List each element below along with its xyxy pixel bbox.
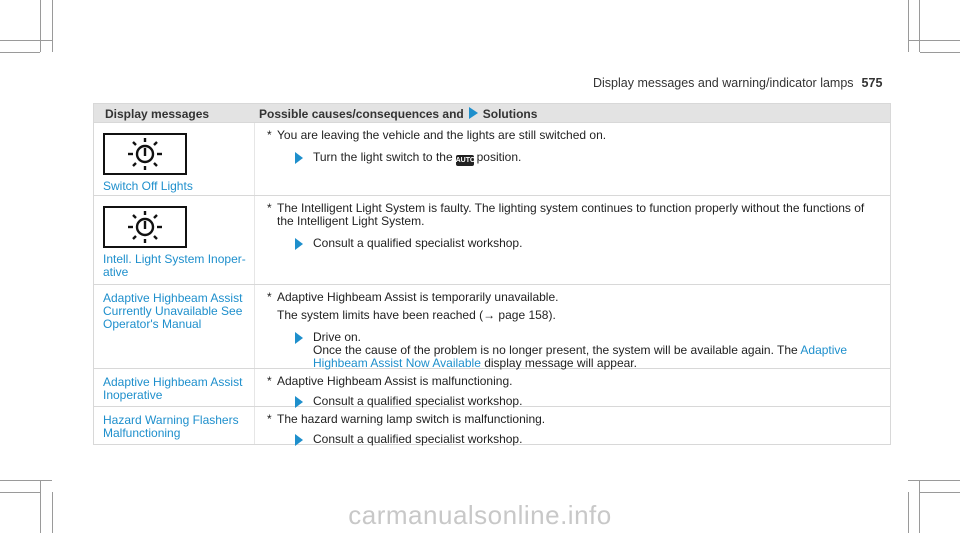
message-label: Adaptive Highbeam Assist Inoperative [103,375,243,402]
solution-step: Consult a qualified specialist workshop. [295,395,882,408]
crop-mark [0,52,40,53]
cause-text: * The hazard warning lamp switch is malfunctioning. [267,412,546,426]
crop-mark [908,0,909,52]
note-text: The system limits have been reached (→ page 158). [277,308,556,322]
play-arrow-icon [295,152,303,164]
section-title: Display messages and warning/indicator lamps [593,76,854,90]
crop-mark [919,0,920,52]
table-row [94,195,890,284]
crop-mark [920,52,960,53]
bullet: * [267,412,272,426]
table-row [94,406,890,444]
crop-mark [52,0,53,52]
bullet: * [267,201,272,215]
message-label: Adaptive Highbeam Assist Currently Unavailable See Operator's Manual [103,291,243,331]
message-reference: Adaptive Highbeam Assist Now Available [313,343,848,370]
light-bulb-icon [103,133,187,175]
crop-mark [0,480,52,481]
play-arrow-icon [295,332,303,344]
crop-mark [908,480,960,481]
crop-mark [920,492,960,493]
solution-step: Consult a qualified specialist workshop. [295,237,882,250]
play-arrow-icon [469,107,478,119]
page-header [593,76,882,90]
table-row [94,284,890,368]
solution-step: Consult a qualified specialist workshop. [295,433,882,446]
play-arrow-icon [295,434,303,446]
message-label: Intell. Light System Inoper-ative [103,252,246,279]
auto-switch-icon: AUTO [455,157,476,164]
crop-mark [0,492,40,493]
watermark: carmanualsonline.info [348,500,612,530]
play-arrow-icon [295,238,303,250]
solution-step: Drive on. Once the cause of the problem is no longer present, the system will be available again. The Adaptive Highbeam Assist Now Available display message will appear. [295,331,882,370]
page-number: 575 [861,76,883,90]
cause-text: * Adaptive Highbeam Assist is malfunctioning. [267,374,513,388]
table-row [94,368,890,406]
light-bulb-icon [103,206,187,248]
message-label: Hazard Warning Flashers Malfunctioning [103,413,239,440]
messages-table [93,103,891,445]
bullet: * [267,290,272,304]
cause-text: * You are leaving the vehicle and the lights are still switched on. [267,128,607,142]
bullet: * [267,128,272,142]
message-label: Switch Off Lights [103,179,193,193]
crop-mark [40,0,41,52]
bullet: * [267,374,272,388]
crop-mark [0,40,52,41]
col-header-messages: Display messages [105,107,210,121]
col-header-causes: Possible causes/consequences and Solutions [259,107,538,121]
table-header [94,104,890,122]
cause-text: * Adaptive Highbeam Assist is temporarily unavailable. [267,290,559,304]
table-row [94,122,890,195]
crop-mark [908,40,960,41]
solution-step: Turn the light switch to the AUTOposition. [295,151,882,166]
cause-text: * The Intelligent Light System is faulty. The lighting system continues to function properly without the functions of the Intelligent Light System. [267,201,865,228]
